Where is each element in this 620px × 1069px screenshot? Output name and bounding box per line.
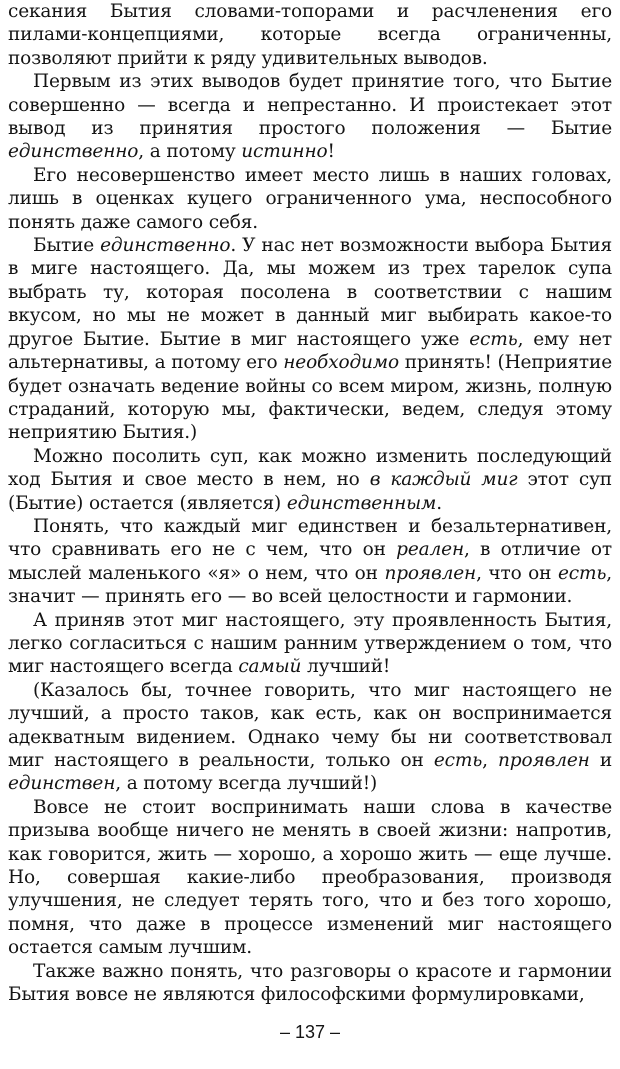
text-run: Бытие	[33, 235, 101, 257]
italic-run: проявлен	[384, 562, 477, 584]
text-run: секания Бытия словами-топорами и расчленения его пилами-концепциями, которые всегда ограниченны, позволяют прийти к ряду удивительных выводов.	[8, 1, 612, 69]
text-run: .	[436, 492, 442, 514]
text-run: Также важно понять, что разговоры о красоте и гармонии Бытия вовсе не являются философскими формулировками,	[8, 960, 612, 1006]
text-run: !	[327, 141, 335, 163]
text-run: и	[589, 750, 613, 771]
italic-run: есть	[469, 328, 518, 350]
italic-run: единственным	[286, 492, 437, 514]
text-run: . У нас нет возможности выбора Бытия в миге настоящего. Да, мы можем из трех тарелок супа выбрать ту, которая посолена в соответствии с нашим вкусом, но мы не может в данный миг выбирать какое-то другое Бытие. Бытие в миг настоящего уже	[8, 235, 612, 350]
paragraph	[8, 796, 612, 960]
italic-run: необходимо	[283, 352, 399, 374]
paragraph	[8, 70, 612, 164]
text-run: ,	[482, 750, 499, 771]
text-run: , что он	[476, 562, 558, 584]
paragraph	[8, 0, 612, 70]
italic-run: есть	[433, 750, 483, 771]
italic-run: истинно	[241, 141, 328, 163]
page-number: – 137 –	[279, 1022, 341, 1042]
text-run: , ему нет альтернативы, а потому его	[8, 328, 612, 374]
text-run: этот суп (Бытие) остается (является)	[8, 469, 612, 514]
paragraph	[8, 609, 612, 679]
text-run: Его несовершенство имеет место лишь в наших головах, лишь в оценках куцего ограниченного ума, неспособного понять даже самого себя.	[8, 164, 612, 233]
text-run: А приняв этот миг настоящего, эту проявленность Бытия, легко согласиться с нашим ранним утверждением о том, что миг настоящего всегда	[8, 609, 612, 678]
italic-run: реален	[396, 539, 464, 561]
text-run: Можно посолить суп, как можно изменить последующий ход Бытия и свое место в нем, но	[8, 445, 612, 491]
text-run: принять! (Неприятие будет означать ведение войны со всем миром, жизнь, полную страданий, которую мы, фактически, ведем, следуя этому неприятию Бытия.)	[8, 352, 612, 444]
paragraph	[8, 960, 612, 1007]
italic-run: проявлен	[498, 750, 590, 771]
text-run: (Казалось бы, точнее говорить, что миг настоящего не лучший, а просто таков, как есть, как он воспринимается адекватным видением. Однако чему бы ни соответствовал миг настоящего в реальности, только он	[8, 679, 612, 771]
paragraph	[8, 234, 612, 445]
text-run: Первым из этих выводов будет принятие того, что Бытие совершенно — всегда и непрестанно. И проистекает этот вывод из принятия простого положения — Бытие	[8, 71, 612, 140]
italic-run: есть	[557, 562, 607, 584]
paragraph	[8, 679, 612, 796]
text-run: , значит — принять его — во всей целостности и гармонии.	[8, 562, 612, 608]
paragraph	[8, 445, 612, 515]
text-run: Вовсе не стоит воспринимать наши слова в качестве призыва вообще ничего не менять в своей жизни: напротив, как говорится, жить — хорошо, а хорошо жить — еще лучше. Но, совершая какие-либо преобразования, производя улучшения, не следует терять того, что и без того хорошо, помня, что даже в процессе изменений миг настоящего остается самым лучшим.	[8, 796, 612, 959]
text-run: Понять, что каждый миг единствен и безальтернативен, что сравнивать его не с чем, что он	[8, 515, 612, 561]
paragraph	[8, 164, 612, 234]
text-run: лучший!	[301, 656, 391, 678]
italic-run: в каждый миг	[369, 469, 518, 491]
italic-run: единствен	[8, 773, 116, 795]
text-run: , а потому	[138, 141, 242, 163]
italic-run: единственно	[8, 141, 139, 163]
book-page	[8, 0, 612, 1069]
text-run: , в отличие от мыслей маленького «я» о нем, что он	[8, 539, 612, 584]
body-text	[8, 0, 612, 1006]
italic-run: самый	[238, 656, 302, 678]
text-run: , а потому всегда лучший!)	[115, 773, 378, 795]
italic-run: единственно	[100, 235, 231, 257]
paragraph	[8, 515, 612, 609]
